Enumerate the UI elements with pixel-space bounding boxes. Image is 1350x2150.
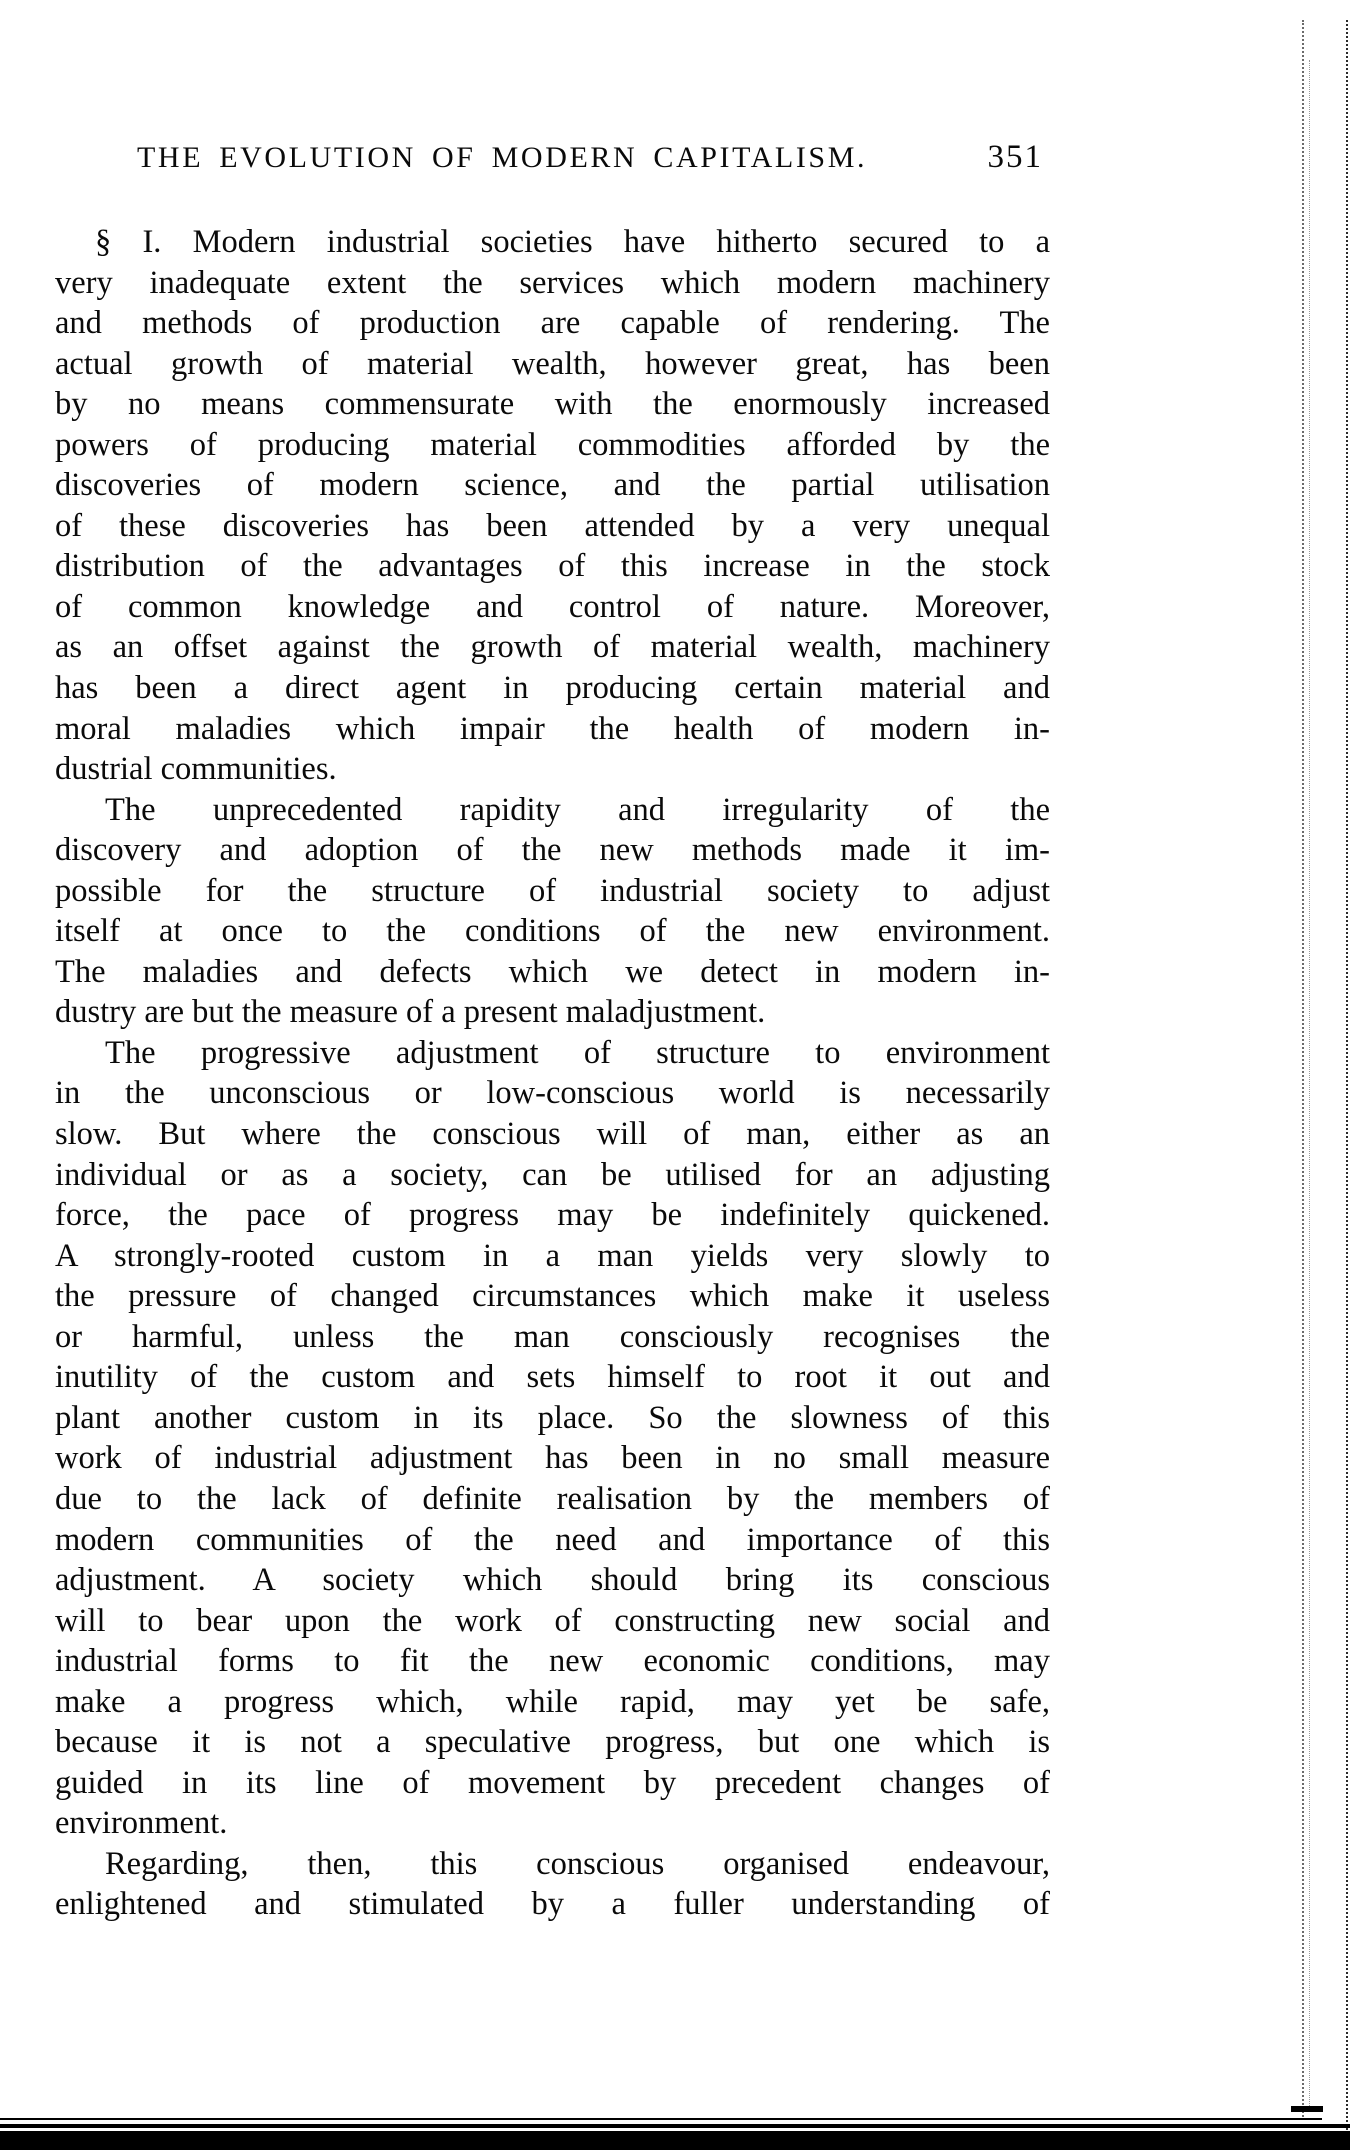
body-text	[55, 222, 1050, 1925]
text-line: enlightened and stimulated by a fuller understanding of	[55, 1886, 1050, 1923]
text-line: The unprecedented rapidity and irregularity of the	[105, 791, 1050, 828]
text-line: work of industrial adjustment has been in no small measure	[55, 1440, 1050, 1477]
text-line: Regarding, then, this conscious organised endeavour,	[105, 1845, 1050, 1882]
text-line: itself at once to the conditions of the new environment.	[55, 913, 1050, 950]
text-line: of these discoveries has been attended by a very unequal	[55, 507, 1050, 544]
text-line: or harmful, unless the man consciously recognises the	[55, 1318, 1050, 1355]
page-corner-mark	[1291, 2106, 1323, 2112]
text-line: adjustment. A society which should bring its conscious	[55, 1562, 1050, 1599]
paragraph-3	[55, 1033, 1050, 1844]
page-bottom-edge	[0, 2124, 1350, 2128]
text-line: in the unconscious or low-conscious world is necessarily	[55, 1075, 1050, 1112]
text-line: and methods of production are capable of rendering. The	[55, 305, 1050, 342]
text-line: distribution of the advantages of this increase in the stock	[55, 548, 1050, 585]
text-line: due to the lack of definite realisation by the members of	[55, 1480, 1050, 1517]
page-edge-shadow	[1346, 20, 1348, 2130]
text-line: dustry are but the measure of a present maladjustment.	[55, 994, 766, 1031]
text-line: discoveries of modern science, and the partial utilisation	[55, 467, 1050, 504]
text-line: slow. But where the conscious will of man, either as an	[55, 1116, 1050, 1153]
text-line: individual or as a society, can be utilised for an adjusting	[55, 1156, 1050, 1193]
running-head	[137, 141, 1043, 175]
text-line: has been a direct agent in producing certain material and	[55, 670, 1050, 707]
text-line: § I. Modern industrial societies have hitherto secured to a	[95, 224, 1050, 260]
text-line: The progressive adjustment of structure to environment	[105, 1034, 1050, 1071]
text-line: moral maladies which impair the health of modern in-	[55, 710, 1050, 747]
text-line: possible for the structure of industrial society to adjust	[55, 872, 1050, 909]
paragraph-2	[55, 790, 1050, 1033]
text-line: by no means commensurate with the enormously increased	[55, 386, 1050, 423]
text-line: The maladies and defects which we detect in modern in-	[55, 953, 1050, 990]
text-line: discovery and adoption of the new methods made it im-	[55, 832, 1050, 869]
paragraph-1	[55, 222, 1050, 790]
text-line: A strongly-rooted custom in a man yields very slowly to	[55, 1237, 1050, 1274]
text-line: very inadequate extent the services which modern machinery	[55, 264, 1050, 301]
page-edge-shadow	[1302, 20, 1304, 2120]
text-line: will to bear upon the work of constructing new social and	[55, 1602, 1050, 1639]
text-line: force, the pace of progress may be indefinitely quickened.	[55, 1197, 1050, 1234]
text-line: actual growth of material wealth, however great, has been	[55, 345, 1050, 382]
text-line: powers of producing material commodities afforded by the	[55, 426, 1050, 463]
text-line: make a progress which, while rapid, may yet be safe,	[55, 1683, 1050, 1720]
paragraph-4	[55, 1844, 1050, 1925]
text-line: as an offset against the growth of material wealth, machinery	[55, 629, 1050, 666]
scan-bottom-border	[0, 2131, 1350, 2150]
text-line: industrial forms to fit the new economic conditions, may	[55, 1643, 1050, 1680]
text-line: modern communities of the need and importance of this	[55, 1521, 1050, 1558]
text-line: inutility of the custom and sets himself to root it out and	[55, 1359, 1050, 1396]
text-line: the pressure of changed circumstances which make it useless	[55, 1278, 1050, 1315]
text-line: plant another custom in its place. So the slowness of this	[55, 1399, 1050, 1436]
running-title: THE EVOLUTION OF MODERN CAPITALISM.	[137, 141, 868, 174]
page-edge-shadow	[1309, 60, 1310, 2110]
text-line: because it is not a speculative progress, but one which is	[55, 1724, 1050, 1761]
text-line: of common knowledge and control of nature. Moreover,	[55, 588, 1050, 625]
text-line: guided in its line of movement by precedent changes of	[55, 1764, 1050, 1801]
page-number: 351	[987, 139, 1043, 175]
text-line: environment.	[55, 1805, 228, 1842]
text-line: dustrial communities.	[55, 751, 337, 788]
page-bottom-edge	[0, 2118, 1322, 2120]
